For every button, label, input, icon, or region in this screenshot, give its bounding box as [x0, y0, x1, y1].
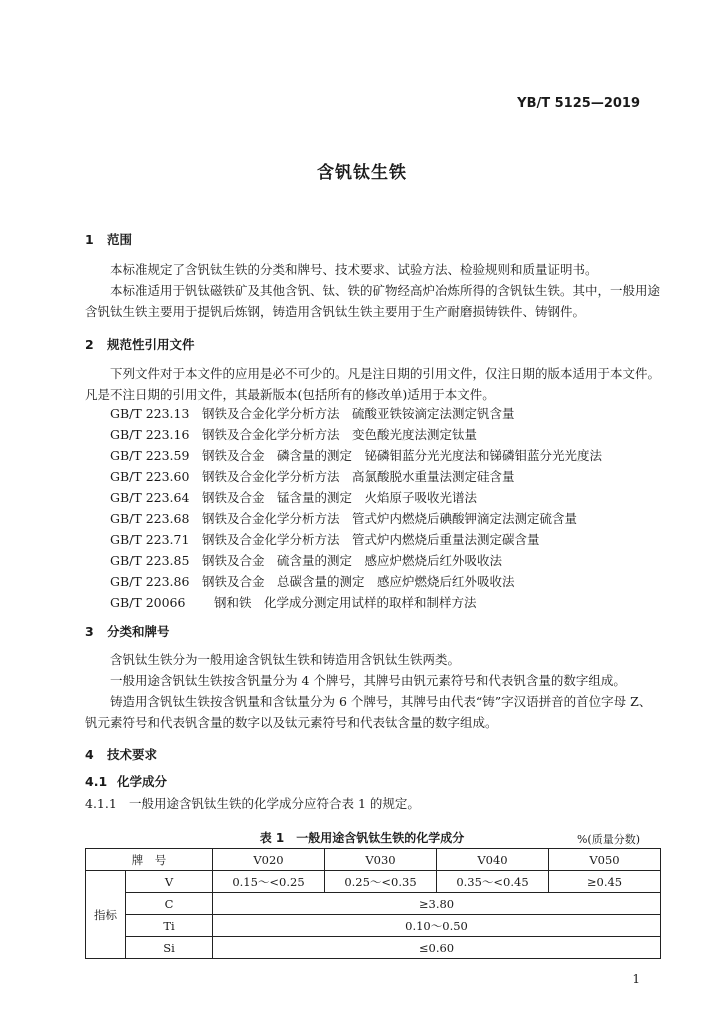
normative-reference — [110, 488, 477, 506]
section-number: 4 — [85, 747, 94, 762]
reference-title: 钢铁及合金 磷含量的测定 铋磷钼蓝分光光度法和锑磷钼蓝分光光度法 — [202, 448, 603, 463]
normative-reference — [110, 593, 477, 611]
section-number: 3 — [85, 624, 94, 639]
section-3-paragraph-3: 铸造用含钒钛生铁按含钒量和含钛量分为 6 个牌号，其牌号由代表“铸”字汉语拼音的首位字母 Z、钒元素符号和代表钒含量的数字以及钛元素符号和代表钛含量的数字组成。 — [85, 694, 652, 730]
value-cell: 0.35～<0.45 — [437, 871, 549, 893]
subsection-number: 4.1 — [85, 774, 108, 789]
subsection-4-1-heading — [85, 772, 167, 790]
normative-reference — [110, 572, 515, 590]
reference-code: GB/T 223.71 — [110, 532, 190, 547]
table-row — [86, 893, 661, 915]
value-cell: 0.25～<0.35 — [325, 871, 437, 893]
document-title: 含钒钛生铁 — [317, 163, 407, 183]
clause-number: 4.1.1 — [85, 796, 117, 811]
section-1-paragraph-1: 本标准规定了含钒钛生铁的分类和牌号、技术要求、试验方法、检验规则和质量证明书。 — [110, 262, 598, 277]
section-1-paragraph-2: 本标准适用于钒钛磁铁矿及其他含钒、钛、铁的矿物经高炉冶炼所得的含钒钛生铁。其中，一般用途含钒钛生铁主要用于提钒后炼钢，铸造用含钒钛生铁主要用于生产耐磨损铸铁件、铸钢件。 — [85, 283, 661, 319]
table-row — [86, 937, 661, 959]
section-3-heading — [85, 622, 170, 640]
reference-code: GB/T 223.60 — [110, 469, 190, 484]
reference-code: GB/T 223.68 — [110, 511, 190, 526]
value-cell: ≥0.45 — [549, 871, 661, 893]
section-title: 范围 — [107, 232, 133, 247]
normative-reference — [110, 404, 515, 422]
section-number: 2 — [85, 337, 94, 352]
section-3-paragraph-1: 含钒钛生铁分为一般用途含钒钛生铁和铸造用含钒钛生铁两类。 — [110, 652, 461, 667]
grade-header-cell: 牌 号 — [86, 849, 213, 871]
table-1-unit: %(质量分数) — [576, 833, 640, 846]
merged-value-cell: ≥3.80 — [213, 893, 661, 915]
normative-reference — [110, 530, 540, 548]
table-1-title: 表 1 一般用途含钒钛生铁的化学成分 — [259, 831, 465, 845]
reference-title: 钢铁及合金 锰含量的测定 火焰原子吸收光谱法 — [202, 490, 478, 505]
section-number: 1 — [85, 232, 94, 247]
reference-code: GB/T 223.85 — [110, 553, 190, 568]
merged-value-cell: 0.10～0.50 — [213, 915, 661, 937]
standard-number: YB/T 5125—2019 — [517, 96, 640, 111]
grade-cell: V030 — [325, 849, 437, 871]
reference-title: 钢铁及合金 总碳含量的测定 感应炉燃烧后红外吸收法 — [202, 574, 515, 589]
reference-code: GB/T 223.16 — [110, 427, 190, 442]
reference-title: 钢铁及合金化学分析方法 高氯酸脱水重量法测定硅含量 — [202, 469, 515, 484]
reference-title: 钢铁及合金化学分析方法 管式炉内燃烧后碘酸钾滴定法测定硫含量 — [202, 511, 578, 526]
section-3-paragraph-2: 一般用途含钒钛生铁按含钒量分为 4 个牌号，其牌号由钒元素符号和代表钒含量的数字组成。 — [110, 673, 626, 688]
table-row — [86, 915, 661, 937]
reference-code: GB/T 223.13 — [110, 406, 190, 421]
table-header-row — [86, 849, 661, 871]
normative-reference — [110, 467, 515, 485]
element-cell: V — [126, 871, 213, 893]
element-cell: Si — [126, 937, 213, 959]
section-title: 技术要求 — [107, 747, 158, 762]
section-4-heading — [85, 745, 157, 763]
section-title: 规范性引用文件 — [107, 337, 195, 352]
indicator-group-cell: 指标 — [86, 871, 126, 959]
chemical-composition-table — [85, 848, 661, 959]
section-1-heading — [85, 230, 132, 248]
page-number: 1 — [632, 972, 640, 986]
section-2-paragraph-1: 下列文件对于本文件的应用是必不可少的。凡是注日期的引用文件，仅注日期的版本适用于本文件。凡是不注日期的引用文件，其最新版本(包括所有的修改单)适用于本文件。 — [85, 366, 661, 402]
clause-4-1-1 — [85, 794, 420, 812]
section-title: 分类和牌号 — [107, 624, 170, 639]
normative-reference — [110, 446, 602, 464]
reference-title: 钢和铁 化学成分测定用试样的取样和制样方法 — [214, 595, 477, 610]
section-2-heading — [85, 335, 195, 353]
reference-code: GB/T 223.86 — [110, 574, 190, 589]
reference-title: 钢铁及合金 硫含量的测定 感应炉燃烧后红外吸收法 — [202, 553, 503, 568]
grade-cell: V050 — [549, 849, 661, 871]
clause-text: 一般用途含钒钛生铁的化学成分应符合表 1 的规定。 — [129, 796, 420, 811]
merged-value-cell: ≤0.60 — [213, 937, 661, 959]
normative-reference — [110, 425, 477, 443]
element-cell: C — [126, 893, 213, 915]
reference-code: GB/T 223.64 — [110, 490, 190, 505]
reference-title: 钢铁及合金化学分析方法 变色酸光度法测定钛量 — [202, 427, 478, 442]
reference-code: GB/T 223.59 — [110, 448, 190, 463]
reference-title: 钢铁及合金化学分析方法 管式炉内燃烧后重量法测定碳含量 — [202, 532, 540, 547]
reference-code: GB/T 20066 — [110, 595, 186, 610]
normative-reference — [110, 509, 577, 527]
normative-reference — [110, 551, 502, 569]
grade-cell: V020 — [213, 849, 325, 871]
element-cell: Ti — [126, 915, 213, 937]
subsection-title: 化学成分 — [117, 774, 168, 789]
reference-title: 钢铁及合金化学分析方法 硫酸亚铁铵滴定法测定钒含量 — [202, 406, 515, 421]
value-cell: 0.15～<0.25 — [213, 871, 325, 893]
table-row — [86, 871, 661, 893]
grade-cell: V040 — [437, 849, 549, 871]
